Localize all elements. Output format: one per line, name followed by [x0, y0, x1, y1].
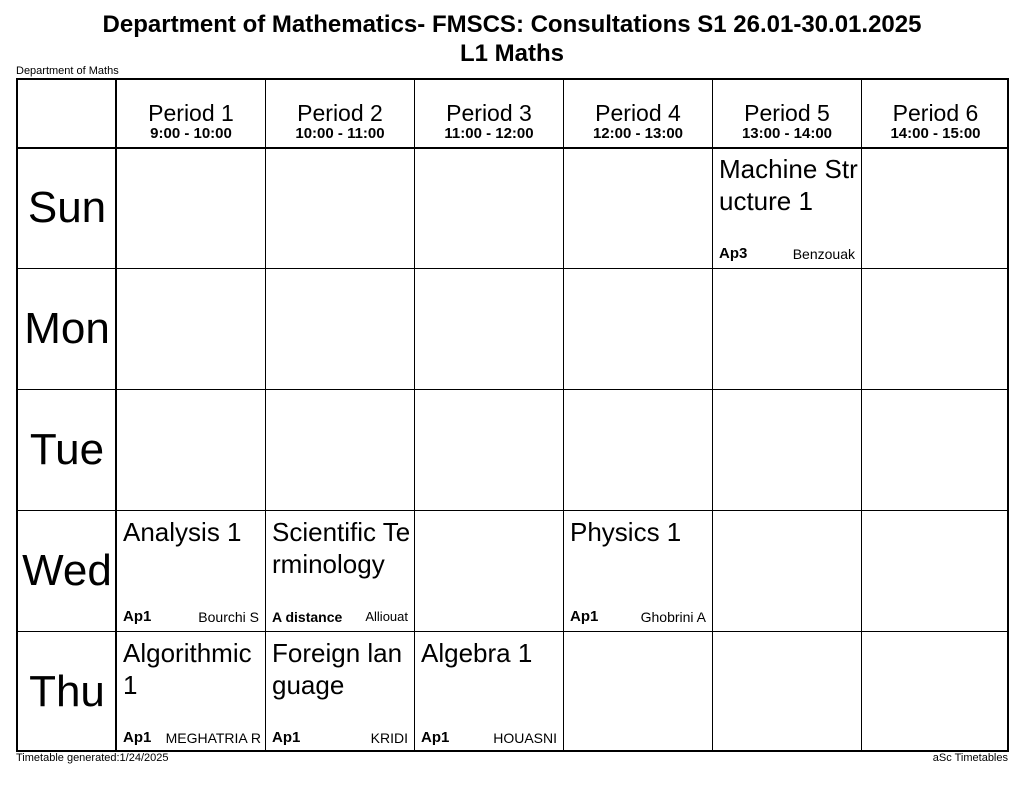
room-label: Ap3: [719, 245, 748, 262]
period-header: [266, 80, 414, 147]
subject-name: Scientific Terminology: [272, 517, 411, 579]
timetable-title: Department of Mathematics- FMSCS: Consultations S1 26.01-30.01.2025: [102, 11, 922, 38]
teacher-name: Bourchi S: [198, 609, 259, 625]
day-label: Sun: [27, 183, 107, 232]
day-label: Wed: [22, 546, 112, 595]
department-label: Department of Maths: [16, 65, 119, 77]
teacher-name: MEGHATRIA R: [165, 730, 261, 746]
period-header: [415, 80, 563, 147]
period-time: 14:00 - 15:00: [890, 125, 981, 142]
lesson-cell: [713, 149, 861, 269]
class-name: L1 Maths: [459, 40, 564, 67]
lesson-cell: [117, 633, 265, 753]
teacher-name: Benzouak: [792, 246, 855, 262]
lesson-cell: [266, 633, 414, 753]
period-name: Period 5: [744, 100, 830, 126]
day-label: Tue: [29, 425, 105, 474]
period-name: Period 6: [892, 100, 979, 126]
period-header: [117, 80, 265, 147]
teacher-name: KRIDI: [370, 730, 408, 746]
teacher-name: Alliouat: [365, 609, 408, 624]
period-time: 13:00 - 14:00: [741, 125, 833, 142]
software-credit: aSc Timetables: [932, 752, 1008, 764]
subject-name: Algorithmic 1: [123, 638, 252, 700]
period-time: 11:00 - 12:00: [444, 125, 534, 142]
grid-line: [18, 389, 1007, 390]
subject-name: Machine Structure 1: [719, 154, 858, 216]
period-header: [713, 80, 861, 147]
room-label: Ap1: [272, 729, 301, 746]
teacher-name: HOUASNI: [493, 730, 557, 746]
lesson-cell: [564, 512, 712, 632]
subject-name: Algebra 1: [421, 638, 533, 668]
room-label: Ap1: [570, 608, 599, 625]
period-time: 10:00 - 11:00: [295, 125, 385, 142]
subject-name: Foreign language: [272, 638, 403, 700]
day-label: Mon: [24, 304, 110, 353]
grid-line: [18, 510, 1007, 511]
lesson-cell: [117, 512, 265, 632]
grid-line: [861, 80, 862, 750]
teacher-name: Ghobrini A: [640, 609, 706, 625]
period-header: [862, 80, 1009, 147]
period-time: 12:00 - 13:00: [592, 125, 684, 142]
room-label: Ap1: [123, 729, 152, 746]
generated-date: Timetable generated:1/24/2025: [16, 752, 169, 764]
subject-name: Analysis 1: [123, 517, 242, 547]
subject-name: Physics 1: [570, 517, 682, 547]
lesson-cell: [266, 512, 414, 632]
period-name: Period 3: [446, 100, 532, 126]
period-name: Period 1: [148, 100, 234, 126]
room-label: A distance: [272, 609, 343, 625]
lesson-cell: [415, 633, 563, 753]
room-label: Ap1: [123, 608, 152, 625]
period-time: 9:00 - 10:00: [150, 125, 232, 142]
period-name: Period 2: [297, 100, 383, 126]
period-name: Period 4: [595, 100, 681, 126]
day-label: Thu: [29, 667, 105, 716]
grid-line: [563, 80, 564, 750]
period-header: [564, 80, 712, 147]
timetable-grid: [16, 78, 1009, 752]
room-label: Ap1: [421, 729, 450, 746]
